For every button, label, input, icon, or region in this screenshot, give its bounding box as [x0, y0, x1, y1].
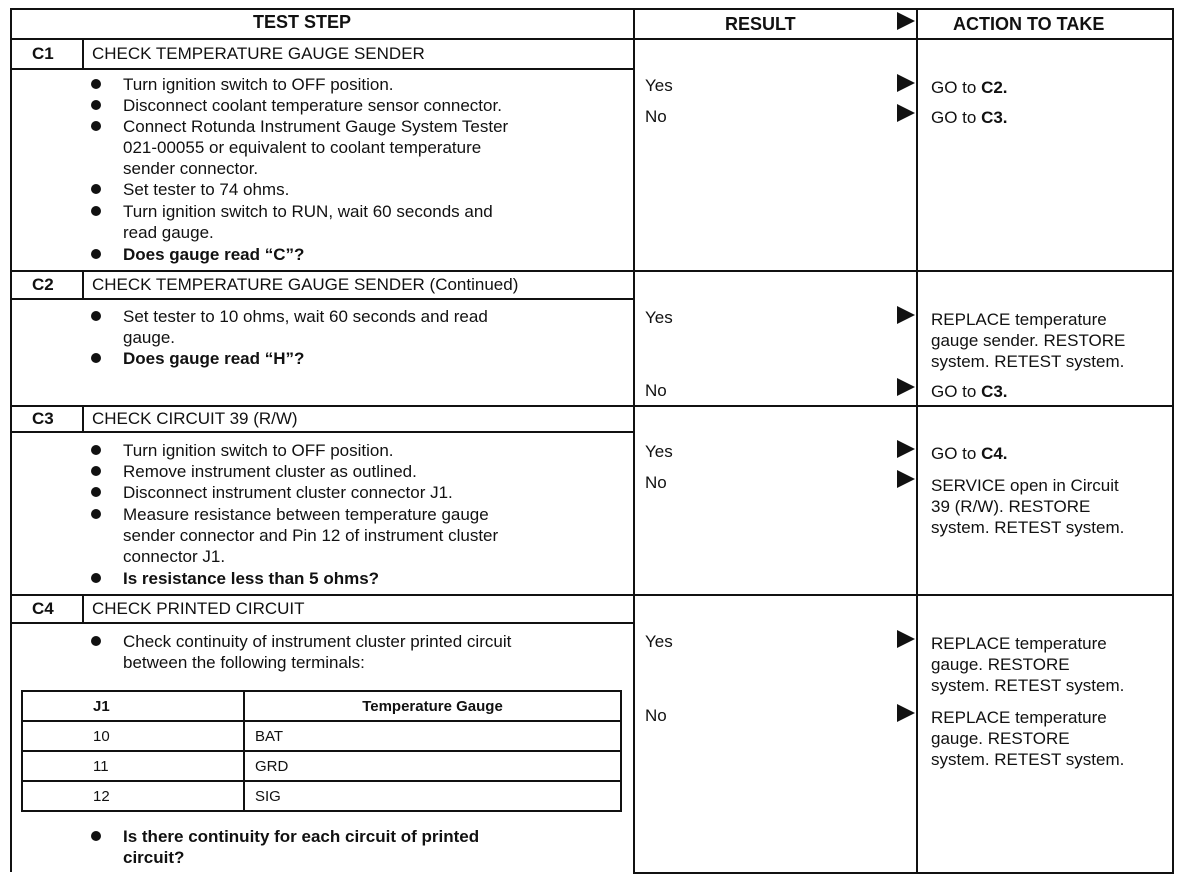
- table-cell: BAT: [244, 721, 621, 751]
- result-yes: Yes: [645, 308, 673, 327]
- step-text: Connect Rotunda Instrument Gauge System Tester: [123, 117, 509, 136]
- bullet-icon: [91, 353, 101, 363]
- header-result: RESULT: [725, 14, 796, 34]
- arrow-icon: [897, 74, 915, 92]
- bullet-icon: [91, 121, 101, 131]
- bullet-icon: [91, 445, 101, 455]
- step-text: Set tester to 10 ohms, wait 60 seconds and read: [123, 307, 488, 326]
- table-header-cell: Temperature Gauge: [244, 691, 621, 721]
- table-header-row: [22, 691, 621, 721]
- c4-id-divider: [82, 594, 84, 624]
- action-text: GO to C3.: [931, 108, 1008, 127]
- step-id: C4: [32, 599, 54, 618]
- c1-id-divider: [82, 38, 84, 70]
- arrow-icon: [897, 306, 915, 324]
- step-text: Set tester to 74 ohms.: [123, 180, 290, 199]
- step-text: Turn ignition switch to OFF position.: [123, 75, 394, 94]
- table-cell: 10: [22, 721, 244, 751]
- table-row: [22, 781, 621, 811]
- step-divider: [10, 405, 1174, 407]
- table-row: [22, 751, 621, 781]
- result-divider: [633, 8, 635, 874]
- step-question: Is resistance less than 5 ohms?: [123, 569, 380, 588]
- result-no: No: [645, 706, 667, 725]
- action-text: GO to C4.: [931, 444, 1008, 463]
- step-question: circuit?: [123, 848, 185, 867]
- bullet-icon: [91, 466, 101, 476]
- header-test-step: TEST STEP: [253, 12, 352, 32]
- table-cell: GRD: [244, 751, 621, 781]
- step-text: read gauge.: [123, 223, 214, 242]
- c3-id-divider: [82, 405, 84, 433]
- bullet-icon: [91, 79, 101, 89]
- bullet-icon: [91, 509, 101, 519]
- action-text: SERVICE open in Circuit 39 (R/W). RESTORE system. RETEST system.: [931, 476, 1125, 537]
- result-no: No: [645, 107, 667, 126]
- step-id: C2: [32, 275, 54, 294]
- c1-title-underline: [10, 68, 635, 70]
- step-text: gauge.: [123, 328, 175, 347]
- c3-title-underline: [10, 431, 635, 433]
- arrow-icon: [897, 440, 915, 458]
- step-divider: [10, 270, 1174, 272]
- step-text: Measure resistance between temperature gauge: [123, 505, 489, 524]
- step-text: Turn ignition switch to OFF position.: [123, 441, 394, 460]
- c2-id-divider: [82, 270, 84, 300]
- c2-title-underline: [10, 298, 635, 300]
- step-text: connector J1.: [123, 547, 226, 566]
- step-text: Turn ignition switch to RUN, wait 60 seconds and: [123, 202, 493, 221]
- c4-title-underline: [10, 622, 635, 624]
- arrow-icon: [897, 704, 915, 722]
- right-border: [1172, 8, 1174, 874]
- step-divider: [10, 594, 1174, 596]
- step-title: CHECK PRINTED CIRCUIT: [92, 599, 305, 618]
- action-text: REPLACE temperature gauge sender. RESTORE system. RETEST system.: [931, 310, 1126, 371]
- bottom-border: [633, 872, 1174, 874]
- step-title: CHECK CIRCUIT 39 (R/W): [92, 409, 298, 428]
- header-action: ACTION TO TAKE: [953, 14, 1105, 34]
- left-border: [10, 8, 12, 872]
- table-header-cell: J1: [22, 691, 244, 721]
- action-divider: [916, 8, 918, 874]
- bullet-icon: [91, 487, 101, 497]
- step-text: Check continuity of instrument cluster printed circuit: [123, 632, 512, 651]
- action-text: GO to C3.: [931, 382, 1008, 401]
- header-arrow-icon: [897, 12, 915, 30]
- step-text: Disconnect coolant temperature sensor connector.: [123, 96, 502, 115]
- step-title: CHECK TEMPERATURE GAUGE SENDER: [92, 44, 425, 63]
- bullet-icon: [91, 206, 101, 216]
- arrow-icon: [897, 470, 915, 488]
- action-text: REPLACE temperature gauge. RESTORE system. RETEST system.: [931, 634, 1125, 695]
- action-text: GO to C2.: [931, 78, 1008, 97]
- arrow-icon: [897, 378, 915, 396]
- step-text: sender connector and Pin 12 of instrument cluster: [123, 526, 499, 545]
- result-no: No: [645, 473, 667, 492]
- step-id: C1: [32, 44, 54, 63]
- step-question: Does gauge read “C”?: [123, 245, 305, 264]
- table-row: [22, 721, 621, 751]
- bullet-icon: [91, 831, 101, 841]
- result-no: No: [645, 381, 667, 400]
- step-text: Remove instrument cluster as outlined.: [123, 462, 417, 481]
- bullet-icon: [91, 311, 101, 321]
- table-cell: 11: [22, 751, 244, 781]
- bullet-icon: [91, 100, 101, 110]
- step-text: Disconnect instrument cluster connector J1.: [123, 483, 453, 502]
- step-question: Is there continuity for each circuit of printed: [123, 827, 480, 846]
- step-text: between the following terminals:: [123, 653, 365, 672]
- step-text: sender connector.: [123, 159, 259, 178]
- result-yes: Yes: [645, 76, 673, 95]
- table-cell: 12: [22, 781, 244, 811]
- header-underline: [10, 38, 1174, 40]
- step-question: Does gauge read “H”?: [123, 349, 305, 368]
- bullet-icon: [91, 249, 101, 259]
- terminal-table: [21, 690, 622, 812]
- arrow-icon: [897, 104, 915, 122]
- action-text: REPLACE temperature gauge. RESTORE system. RETEST system.: [931, 708, 1125, 769]
- result-yes: Yes: [645, 442, 673, 461]
- bullet-icon: [91, 636, 101, 646]
- step-title: CHECK TEMPERATURE GAUGE SENDER (Continued): [92, 275, 519, 294]
- step-id: C3: [32, 409, 54, 428]
- arrow-icon: [897, 630, 915, 648]
- step-text: 021-00055 or equivalent to coolant temperature: [123, 138, 482, 157]
- bullet-icon: [91, 573, 101, 583]
- table-cell: SIG: [244, 781, 621, 811]
- bullet-icon: [91, 184, 101, 194]
- top-border: [10, 8, 1174, 10]
- result-yes: Yes: [645, 632, 673, 651]
